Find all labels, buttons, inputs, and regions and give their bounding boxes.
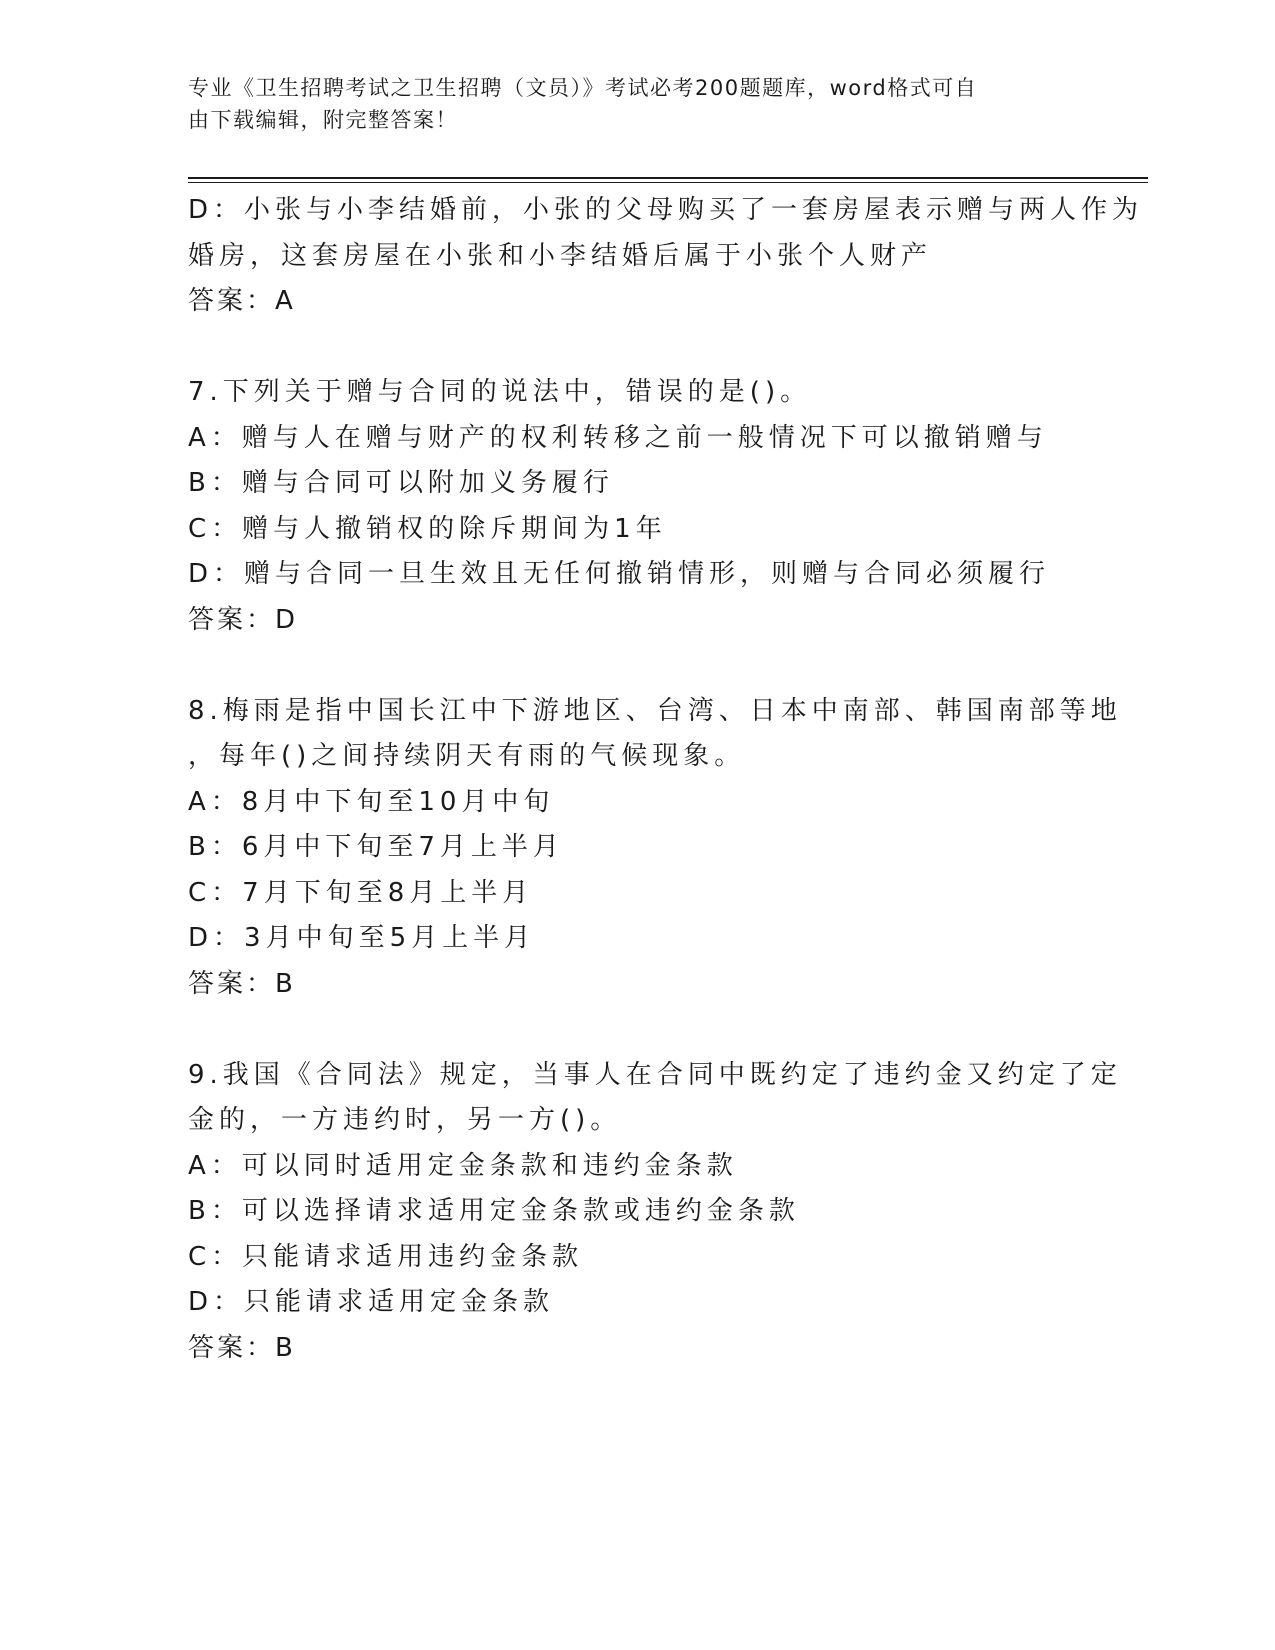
answer: 答案：D	[188, 604, 299, 635]
question-8	[188, 689, 1122, 1008]
question-stem: 9.我国《合同法》规定，当事人在合同中既约定了违约金又约定了定	[188, 1059, 1122, 1090]
spacer	[188, 643, 1088, 689]
spacer	[188, 325, 1088, 371]
option-c: C：赠与人撤销权的除斥期间为1年	[188, 513, 667, 544]
option-b: B：可以选择请求适用定金条款或违约金条款	[188, 1196, 800, 1226]
option-d: D：3月中旬至5月上半月	[188, 923, 536, 953]
option-a: A：可以同时适用定金条款和违约金条款	[188, 1150, 738, 1181]
option-a: A：8月中下旬至10月中旬	[188, 786, 555, 817]
header-divider-thick	[188, 177, 1148, 179]
question-stem-continued: 金的，一方违约时，另一方()。	[188, 1105, 622, 1135]
question-stem: 8.梅雨是指中国长江中下游地区、台湾、日本中南部、韩国南部等地	[188, 695, 1122, 726]
answer: 答案：A	[188, 286, 296, 316]
option-d: D：小张与小李结婚前，小张的父母购买了一套房屋表示赠与两人作为	[188, 195, 1144, 225]
header-divider-thin	[188, 182, 1148, 183]
answer: 答案：B	[188, 968, 296, 999]
option-c: C：7月下旬至8月上半月	[188, 877, 534, 908]
question-stem: 7.下列关于赠与合同的说法中，错误的是()。	[188, 377, 812, 407]
option-b: B：6月中下旬至7月上半月	[188, 832, 564, 862]
question-6-continued	[188, 188, 1144, 325]
question-stem-continued: ，每年()之间持续阴天有雨的气候现象。	[188, 741, 746, 771]
option-d: D：赠与合同一旦生效且无任何撤销情形，则赠与合同必须履行	[188, 559, 1051, 589]
option-a: A：赠与人在赠与财产的权利转移之前一般情况下可以撤销赠与	[188, 422, 1048, 453]
question-9	[188, 1053, 1122, 1372]
spacer	[188, 1007, 1088, 1053]
option-b: B：赠与合同可以附加义务履行	[188, 468, 614, 498]
question-7	[188, 370, 1088, 643]
option-c: C：只能请求适用违约金条款	[188, 1241, 584, 1272]
header-title-line-2: 由下载编辑，附完整答案！	[188, 108, 458, 132]
answer: 答案：B	[188, 1332, 296, 1363]
page-header	[188, 72, 1068, 136]
option-d-continued: 婚房，这套房屋在小张和小李结婚后属于小张个人财产	[188, 240, 933, 271]
header-title-line-1: 专业《卫生招聘考试之卫生招聘（文员）》考试必考200题题库，word格式可自	[188, 76, 978, 100]
question-list	[188, 188, 1144, 1371]
option-d: D：只能请求适用定金条款	[188, 1287, 555, 1317]
